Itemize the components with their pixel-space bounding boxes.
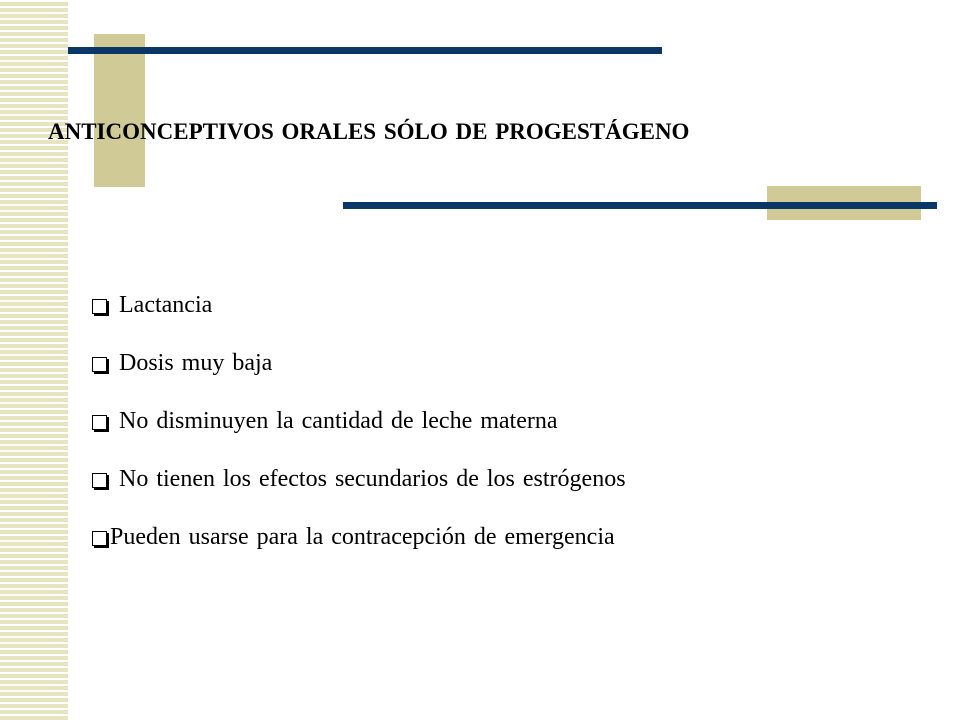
decorative-olive-block-top	[94, 34, 145, 187]
decorative-navy-bar-bottom	[343, 202, 937, 209]
decorative-navy-bar-top	[68, 47, 662, 54]
list-item	[92, 292, 626, 350]
slide-title: ANTICONCEPTIVOS ORALES SÓLO DE PROGESTÁGENO	[48, 119, 690, 144]
checkbox-bullet-icon	[92, 415, 107, 430]
list-item	[92, 408, 626, 466]
checkbox-bullet-icon	[92, 473, 107, 488]
list-item	[92, 466, 626, 524]
bullet-text: No disminuyen la cantidad de leche materna	[119, 408, 558, 434]
list-item	[92, 350, 626, 408]
bullet-text: Lactancia	[119, 292, 213, 318]
checkbox-bullet-icon	[92, 531, 107, 546]
bullet-text: Pueden usarse para la contracepción de emergencia	[110, 524, 615, 550]
checkbox-bullet-icon	[92, 299, 107, 314]
list-item	[92, 524, 626, 582]
bullet-list	[92, 292, 626, 582]
checkbox-bullet-icon	[92, 357, 107, 372]
left-stripe-decoration	[0, 0, 68, 720]
bullet-text: No tienen los efectos secundarios de los estrógenos	[119, 466, 626, 492]
bullet-text: Dosis muy baja	[119, 350, 273, 376]
